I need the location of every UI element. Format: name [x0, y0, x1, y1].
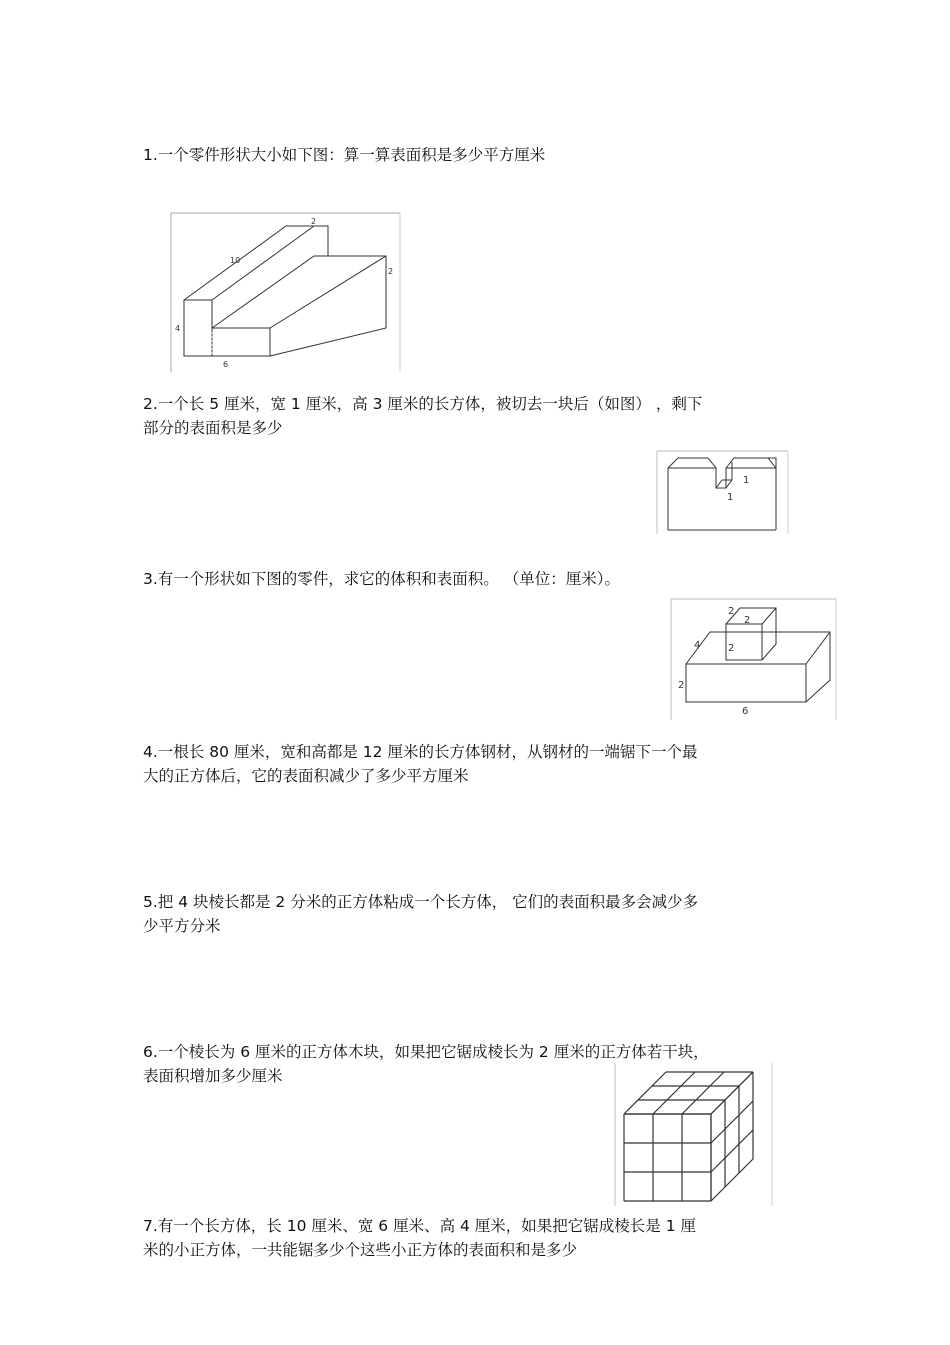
question-2-text: 2.一个长 5 厘米，宽 1 厘米，高 3 厘米的长方体，被切去一块后（如图） ，剩下	[143, 395, 703, 413]
question-1-text: 1.一个零件形状大小如下图：算一算表面积是多少平方厘米	[143, 146, 546, 164]
question-2-text-cont: 部分的表面积是多少	[143, 419, 283, 437]
question-6-text-cont: 表面积增加多少厘米	[143, 1067, 283, 1085]
fig3-label-base-length: 6	[742, 706, 749, 717]
fig2-label-notch-side: 1	[743, 475, 750, 486]
question-3-text: 3.有一个形状如下图的零件，求它的体积和表面积。 （单位：厘米）。	[143, 570, 620, 588]
fig3-label-cube-top-a: 2	[728, 606, 735, 617]
fig1-label-length: 10	[230, 256, 241, 265]
question-6-text: 6.一个棱长为 6 厘米的正方体木块，如果把它锯成棱长为 2 厘米的正方体若干块，	[143, 1043, 709, 1061]
question-4-text-cont: 大的正方体后，它的表面积减少了多少平方厘米	[143, 767, 469, 785]
fig3-label-base-depth: 4	[694, 640, 701, 651]
question-7-text-cont: 米的小正方体，一共能锯多少个这些小正方体的表面积和是多少	[143, 1241, 578, 1259]
fig1-label-bottom: 6	[223, 360, 229, 369]
fig1-label-right: 2	[388, 267, 394, 276]
figure-3	[670, 598, 838, 726]
question-4-text: 4.一根长 80 厘米，宽和高都是 12 厘米的长方体钢材，从钢材的一端锯下一个最	[143, 743, 698, 761]
figure-2	[656, 450, 790, 540]
fig2-label-notch-bottom: 1	[727, 492, 734, 503]
figure-cube-grid	[614, 1062, 774, 1212]
fig3-label-base-height: 2	[678, 680, 685, 691]
figure-1	[170, 212, 402, 378]
fig1-label-top: 2	[311, 217, 317, 226]
question-5-text-cont: 少平方分米	[143, 917, 221, 935]
fig3-label-cube-height: 2	[728, 643, 735, 654]
fig3-label-cube-top-b: 2	[744, 615, 751, 626]
question-7-text: 7.有一个长方体，长 10 厘米、宽 6 厘米、高 4 厘米，如果把它锯成棱长是 1 厘	[143, 1217, 697, 1235]
fig1-label-height: 4	[175, 324, 181, 333]
question-5-text: 5.把 4 块棱长都是 2 分米的正方体粘成一个长方体， 它们的表面积最多会减少多	[143, 893, 699, 911]
